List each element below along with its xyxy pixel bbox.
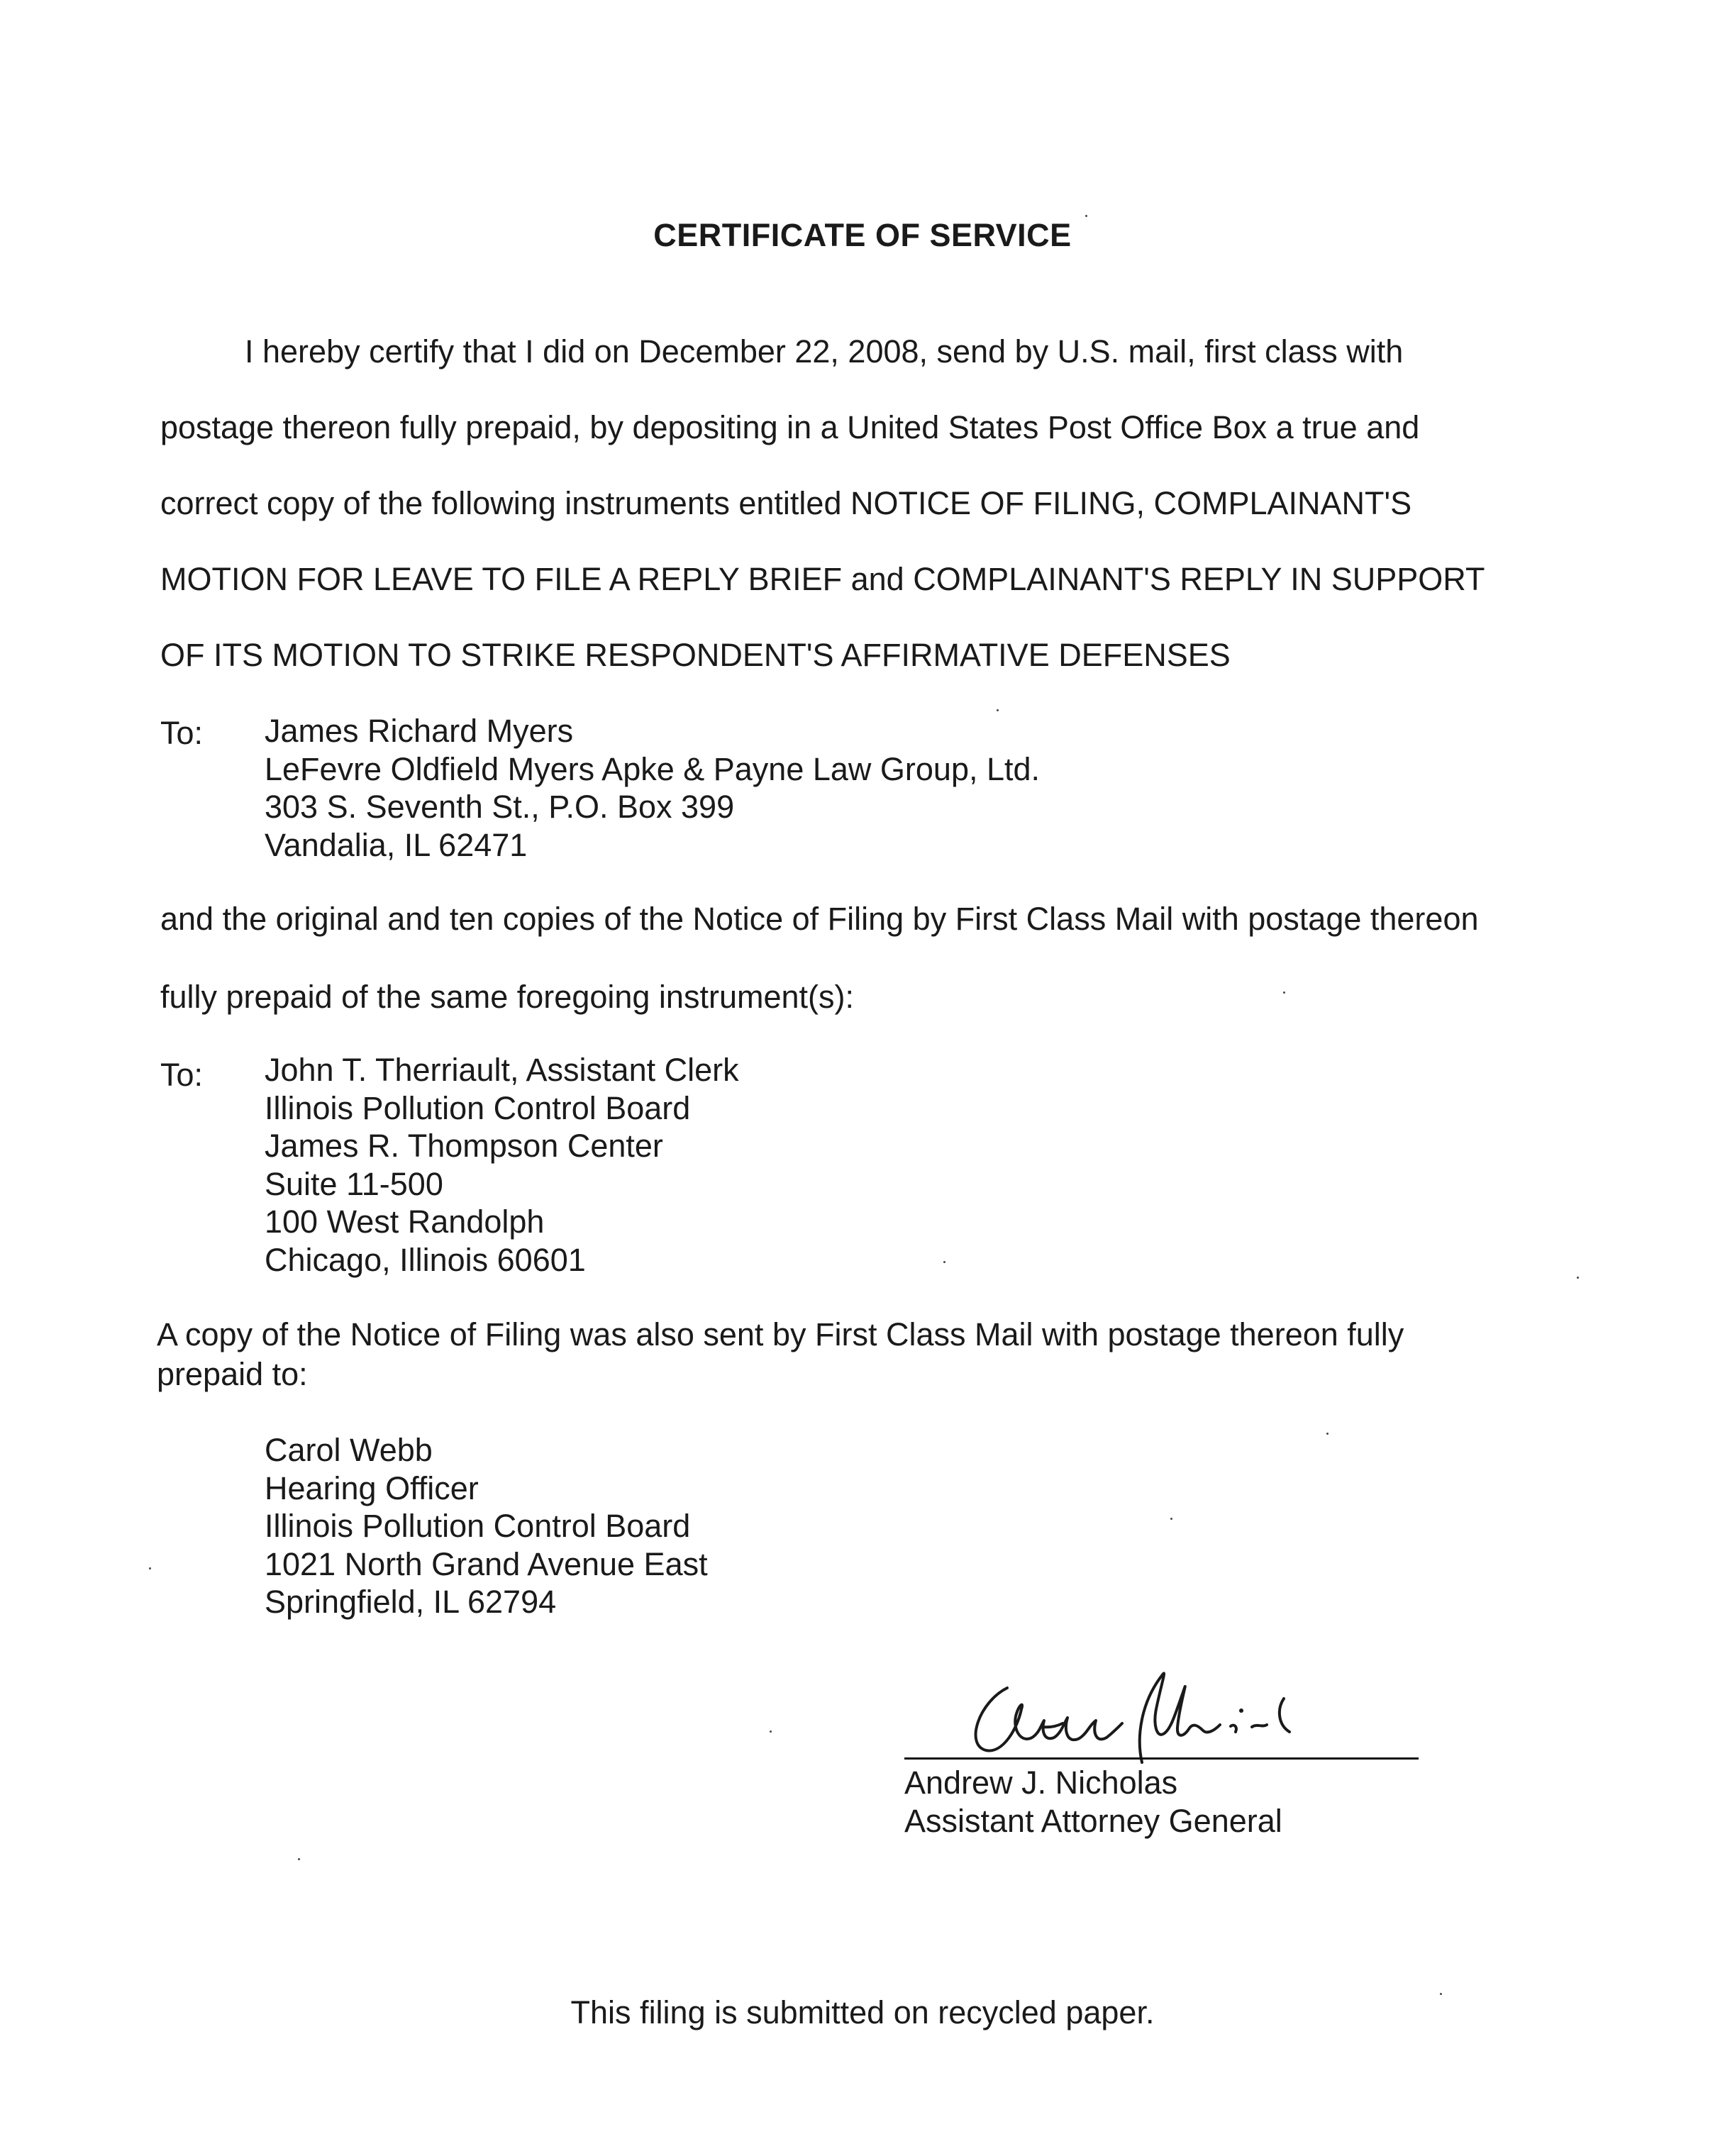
handwritten-signature	[950, 1660, 1333, 1766]
address-line: Springfield, IL 62794	[265, 1584, 557, 1620]
scan-speck	[1326, 1433, 1329, 1435]
paragraph-2-line-1: and the original and ten copies of the Notice of Filing by First Class Mail with postage thereon	[160, 901, 1479, 937]
address-line: Illinois Pollution Control Board	[265, 1089, 691, 1126]
paragraph-3-line-1: A copy of the Notice of Filing was also sent by First Class Mail with postage thereon fully	[157, 1316, 1404, 1352]
signatory-title: Assistant Attorney General	[904, 1803, 1282, 1839]
recipient-1-to-label: To:	[160, 715, 204, 751]
document-title: CERTIFICATE OF SERVICE	[653, 217, 1072, 253]
recipient-3-address	[265, 1431, 708, 1621]
signatory-name: Andrew J. Nicholas	[904, 1765, 1178, 1801]
signature-line	[904, 1757, 1419, 1760]
address-line: Vandalia, IL 62471	[265, 826, 528, 863]
paragraph-3-line-2: prepaid to:	[157, 1356, 308, 1392]
address-line: Hearing Officer	[265, 1469, 479, 1506]
paragraph-2-line-2: fully prepaid of the same foregoing instrument(s):	[160, 979, 854, 1015]
scan-speck	[1170, 1518, 1172, 1520]
scan-speck	[149, 1567, 151, 1569]
address-line: 100 West Randolph	[265, 1204, 545, 1240]
paragraph-1-line-1: I hereby certify that I did on December 22, 2008, send by U.S. mail, first class with	[245, 333, 1404, 369]
paragraph-1-line-4: MOTION FOR LEAVE TO FILE A REPLY BRIEF and COMPLAINANT'S REPLY IN SUPPORT	[160, 561, 1485, 597]
scan-speck	[1577, 1277, 1579, 1279]
recycled-paper-note: This filing is submitted on recycled paper.	[570, 1994, 1155, 2030]
scan-speck	[770, 1730, 772, 1733]
address-line: Suite 11-500	[265, 1165, 443, 1202]
scan-speck	[1085, 215, 1087, 217]
recipient-2-to-label: To:	[160, 1057, 204, 1093]
address-line: James R. Thompson Center	[265, 1128, 663, 1164]
paragraph-1-line-2: postage thereon fully prepaid, by depositing in a United States Post Office Box a true and	[160, 409, 1420, 445]
address-line: 303 S. Seventh St., P.O. Box 399	[265, 789, 735, 825]
address-line: James Richard Myers	[265, 713, 574, 749]
address-line: John T. Therriault, Assistant Clerk	[265, 1052, 739, 1088]
recipient-2-address	[265, 1051, 739, 1279]
address-line: 1021 North Grand Avenue East	[265, 1545, 708, 1582]
address-line: Chicago, Illinois 60601	[265, 1241, 586, 1278]
scan-speck	[1283, 991, 1285, 994]
address-line: Illinois Pollution Control Board	[265, 1508, 691, 1544]
recipient-1-address	[265, 712, 1040, 864]
scan-speck	[298, 1858, 300, 1860]
scan-speck	[943, 1261, 945, 1263]
address-line: Carol Webb	[265, 1432, 433, 1468]
paragraph-1-line-3: correct copy of the following instruments entitled NOTICE OF FILING, COMPLAINANT'S	[160, 485, 1412, 521]
scan-speck	[1440, 1993, 1442, 1995]
paragraph-1-line-5: OF ITS MOTION TO STRIKE RESPONDENT'S AFFIRMATIVE DEFENSES	[160, 637, 1231, 673]
scan-speck	[997, 709, 999, 711]
address-line: LeFevre Oldfield Myers Apke & Payne Law Group, Ltd.	[265, 750, 1041, 787]
